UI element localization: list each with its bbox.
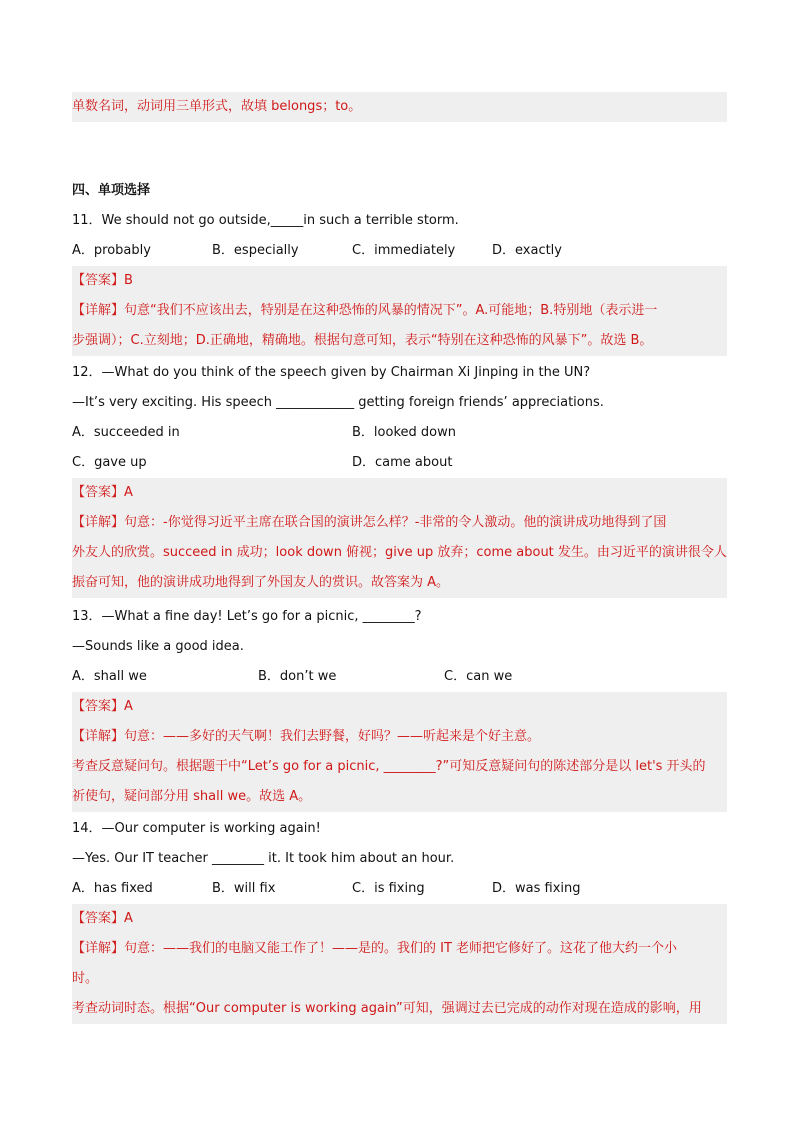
question-stem: 11．We should not go outside,_____in such a terrible storm. [72, 213, 459, 228]
option-c[interactable]: C．immediately [352, 243, 456, 258]
options-row [72, 418, 727, 448]
question-stem: 12．—What do you think of the speech given by Chairman Xi Jinping in the UN? [72, 365, 591, 380]
answer-text: 单数名词，动词用三单形式，故填 belongs；to。 [72, 99, 362, 114]
options-row [72, 448, 727, 478]
explanation-line: 【详解】句意：-你觉得习近平主席在联合国的演讲怎么样？-非常的令人激动。他的演讲成功地得到了国 [72, 515, 667, 530]
question-stem-reply: —Sounds like a good idea. [72, 639, 244, 654]
answer-label: 【答案】A [72, 485, 133, 500]
explanation-line: 时。 [72, 971, 99, 986]
question-11 [72, 206, 727, 266]
explanation-line: 考查动词时态。根据“Our computer is working again”可知，强调过去已完成的动作对现在造成的影响，用 [72, 1001, 702, 1016]
question-stem-reply: —It’s very exciting. His speech ____________ getting foreign friends’ appreciations. [72, 395, 604, 410]
explanation-line: 步强调）；C.立刻地；D.正确地，精确地。根据句意可知，表示“特别在这种恐怖的风暴下”。故选 B。 [72, 333, 653, 348]
answer-block-11 [72, 266, 727, 356]
option-b[interactable]: B．don’t we [258, 669, 337, 684]
options-row [72, 874, 727, 904]
option-a[interactable]: A．probably [72, 243, 151, 258]
option-b[interactable]: B．looked down [352, 425, 456, 440]
explanation-line: 【详解】句意“我们不应该出去，特别是在这种恐怖的风暴的情况下”。A.可能地；B.特别地（表示进一 [72, 303, 658, 318]
option-a[interactable]: A．succeeded in [72, 425, 180, 440]
question-14 [72, 814, 727, 904]
option-c[interactable]: C．is fixing [352, 881, 425, 896]
question-stem-reply: —Yes. Our IT teacher ________ it. It took him about an hour. [72, 851, 455, 866]
explanation-line: 振奋可知，他的演讲成功地得到了外国友人的赏识。故答案为 A。 [72, 575, 450, 590]
options-row [72, 662, 727, 692]
option-c[interactable]: C．can we [444, 669, 513, 684]
answer-label: 【答案】B [72, 273, 133, 288]
explanation-line: 【详解】句意：——多好的天气啊！我们去野餐，好吗？——听起来是个好主意。 [72, 729, 541, 744]
option-d[interactable]: D．was fixing [492, 881, 581, 896]
question-12 [72, 358, 727, 478]
answer-block-12 [72, 478, 727, 598]
option-d[interactable]: D．exactly [492, 243, 562, 258]
option-b[interactable]: B．especially [212, 243, 299, 258]
question-13 [72, 602, 727, 692]
answer-block-13 [72, 692, 727, 812]
explanation-line: 祈使句，疑问部分用 shall we。故选 A。 [72, 789, 312, 804]
option-d[interactable]: D．came about [352, 455, 453, 470]
options-row [72, 236, 727, 266]
explanation-line: 外友人的欣赏。succeed in 成功；look down 俯视；give up 放弃；come about 发生。由习近平的演讲很令人 [72, 545, 727, 560]
explanation-line: 【详解】句意：——我们的电脑又能工作了！——是的。我们的 IT 老师把它修好了。这花了他大约一个小 [72, 941, 678, 956]
question-stem: 14．—Our computer is working again! [72, 821, 321, 836]
option-a[interactable]: A．has fixed [72, 881, 153, 896]
explanation-line: 考查反意疑问句。根据题干中“Let’s go for a picnic, ________?”可知反意疑问句的陈述部分是以 let's 开头的 [72, 759, 706, 774]
answer-label: 【答案】A [72, 699, 133, 714]
option-b[interactable]: B．will fix [212, 881, 276, 896]
answer-fragment [72, 92, 727, 122]
section-heading: 四、单项选择 [72, 183, 151, 198]
answer-label: 【答案】A [72, 911, 133, 926]
question-stem: 13．—What a fine day! Let’s go for a picnic, ________? [72, 609, 422, 624]
option-a[interactable]: A．shall we [72, 669, 147, 684]
answer-block-14 [72, 904, 727, 1024]
option-c[interactable]: C．gave up [72, 455, 147, 470]
